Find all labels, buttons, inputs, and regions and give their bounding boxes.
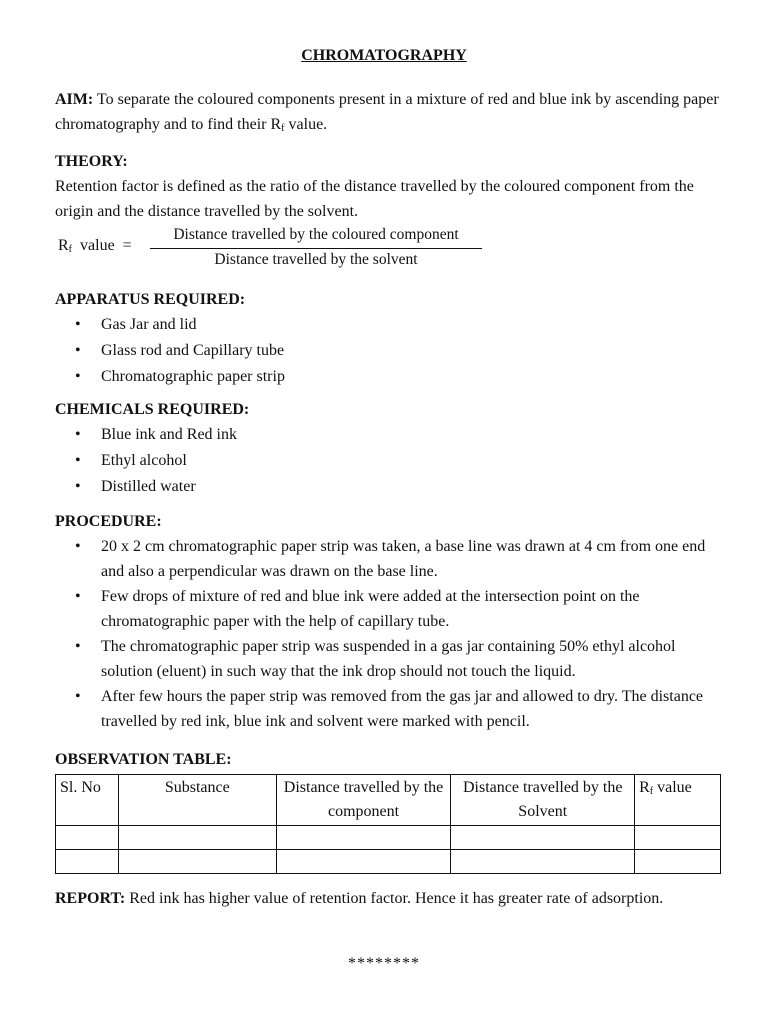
- report-paragraph: [55, 886, 720, 911]
- list-item: • 20 x 2 cm chromatographic paper strip was taken, a base line was drawn at 4 cm from one end and also a perpendicular was drawn on the base line.: [55, 534, 720, 584]
- table-cell: [118, 826, 276, 850]
- formula-numerator: Distance travelled by the coloured component: [173, 226, 459, 243]
- end-marker: ********: [348, 955, 420, 972]
- list-item: • Chromatographic paper strip: [55, 364, 720, 389]
- procedure-section: [55, 509, 720, 734]
- table-cell: [451, 826, 635, 850]
- aim-rf-subscript: f: [281, 123, 285, 134]
- table-row: [56, 850, 721, 874]
- aim-text-end: value.: [284, 116, 328, 133]
- col-substance: Substance: [118, 775, 276, 826]
- list-item: • Few drops of mixture of red and blue ink were added at the intersection point on the chromatographic paper with the help of capillary tube.: [55, 584, 720, 634]
- formula-denominator: Distance travelled by the solvent: [214, 251, 418, 268]
- table-cell: [451, 850, 635, 874]
- col-sl-no: Sl. No: [56, 775, 119, 826]
- observation-table: [55, 774, 721, 874]
- report-section: [55, 886, 720, 911]
- list-item: • Ethyl alcohol: [55, 448, 720, 473]
- table-cell: [118, 850, 276, 874]
- formula-f-subscript: f: [68, 244, 73, 255]
- table-cell: [276, 826, 451, 850]
- table-cell: [635, 850, 721, 874]
- rf-symbol: R: [639, 779, 650, 796]
- observation-section: [55, 747, 720, 772]
- fraction-bar: [150, 248, 482, 249]
- table-cell: [56, 826, 119, 850]
- col-distance-component: Distance travelled by the component: [276, 775, 451, 826]
- theory-section: [55, 149, 720, 224]
- procedure-list: [55, 534, 720, 734]
- list-item: • Blue ink and Red ink: [55, 422, 720, 447]
- report-label: REPORT:: [55, 890, 126, 907]
- chemicals-section: [55, 397, 720, 499]
- chemicals-list: [55, 422, 720, 499]
- table-row: [56, 826, 721, 850]
- aim-label: AIM:: [55, 91, 94, 108]
- aim-paragraph: [55, 87, 720, 137]
- theory-heading: THEORY:: [55, 153, 128, 170]
- page-title: CHROMATOGRAPHY: [301, 47, 467, 64]
- list-item: • Glass rod and Capillary tube: [55, 338, 720, 363]
- apparatus-list: [55, 312, 720, 389]
- table-cell: [276, 850, 451, 874]
- procedure-heading: PROCEDURE:: [55, 513, 162, 530]
- list-item: • Gas Jar and lid: [55, 312, 720, 337]
- list-item: • After few hours the paper strip was removed from the gas jar and allowed to dry. The distance travelled by red ink, blue ink and solvent were marked with pencil.: [55, 684, 720, 734]
- chemicals-heading: CHEMICALS REQUIRED:: [55, 401, 250, 418]
- list-item: • The chromatographic paper strip was suspended in a gas jar containing 50% ethyl alcohol solution (eluent) in such way that the ink drop should not touch the liquid.: [55, 634, 720, 684]
- list-item: • Distilled water: [55, 474, 720, 499]
- observation-heading: OBSERVATION TABLE:: [55, 751, 232, 768]
- theory-text: Retention factor is defined as the ratio of the distance travelled by the coloured component from the origin and the distance travelled by the solvent.: [55, 178, 694, 220]
- table-cell: [56, 850, 119, 874]
- formula-value-word: value: [80, 237, 115, 254]
- aim-section: [55, 87, 720, 137]
- table-header-row: [56, 775, 721, 826]
- apparatus-section: [55, 287, 720, 389]
- table-cell: [635, 826, 721, 850]
- apparatus-heading: APPARATUS REQUIRED:: [55, 291, 246, 308]
- aim-text: To separate the coloured components present in a mixture of red and blue ink by ascending paper chromatography and to find their R: [55, 91, 719, 133]
- col-distance-solvent: Distance travelled by the Solvent: [451, 775, 635, 826]
- report-text: Red ink has higher value of retention factor. Hence it has greater rate of adsorption.: [125, 890, 664, 907]
- formula-fraction: [150, 225, 482, 270]
- col-rf-value: [635, 775, 721, 826]
- rf-formula: [58, 225, 488, 275]
- rf-subscript: f: [649, 786, 654, 797]
- formula-lhs: [58, 233, 132, 258]
- rf-word: value: [653, 779, 692, 796]
- formula-r-symbol: R: [58, 237, 69, 254]
- formula-equals: =: [122, 237, 132, 254]
